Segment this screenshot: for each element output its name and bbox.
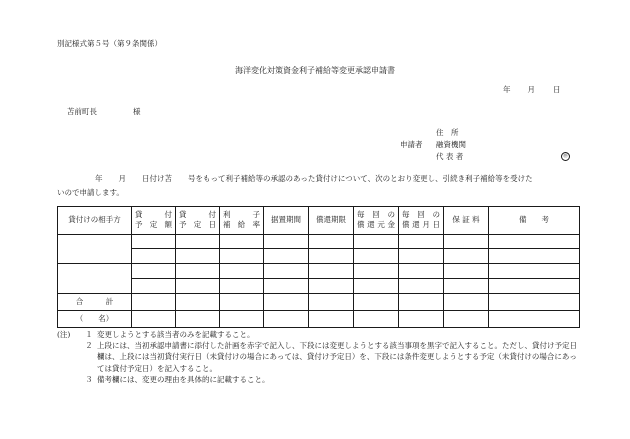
header-loan-date: 貸 付 予 定 日 [176,207,220,235]
table-cell[interactable] [444,279,489,294]
header-repay-date: 毎 回 の 償還月日 [399,207,444,235]
table-cell[interactable] [354,234,399,249]
table-cell[interactable] [309,234,354,249]
table-cell[interactable] [309,264,354,279]
notes-section [57,329,577,385]
table-cell[interactable] [176,234,220,249]
intro-line-1 [95,175,533,183]
applicant-institution-label: 融資機関 [436,140,466,149]
table-cell[interactable] [132,311,176,328]
table-cell[interactable] [489,311,580,328]
table-cell[interactable] [176,264,220,279]
table-cell[interactable] [264,249,309,264]
table-cell[interactable] [309,279,354,294]
count-label: （ 名） [58,311,132,328]
date-month-label: 月 [527,85,535,94]
header-repayment-term: 償還期限 [309,207,354,235]
table-cell[interactable] [489,279,580,294]
table-cell[interactable] [264,234,309,249]
header-principal: 毎 回 の 償還元金 [354,207,399,235]
addressee [67,108,141,116]
addressee-name: 苫前町長 [67,107,97,116]
note-number: ３ [85,374,93,384]
table-cell[interactable] [444,234,489,249]
table-cell[interactable] [489,249,580,264]
table-cell[interactable] [264,279,309,294]
table-header-row [58,207,580,235]
table-cell[interactable] [176,294,220,311]
table-cell[interactable] [176,279,220,294]
table-cell[interactable] [399,294,444,311]
form-code: 別記様式第５号（第９条関係） [57,39,162,48]
date-line [503,86,561,94]
table-row [58,264,580,279]
note-number: ２ [85,341,93,351]
header-borrower: 貸付けの相手方 [58,207,132,235]
note-item [57,329,577,340]
applicant-rep-label: 代 表 者 [436,152,464,161]
note-item [57,374,577,385]
table-cell[interactable] [220,294,264,311]
table-cell[interactable] [309,311,354,328]
table-cell[interactable] [489,234,580,249]
table-cell[interactable] [132,279,176,294]
table-cell[interactable] [132,294,176,311]
notes-label: (注) [57,330,71,339]
table-cell[interactable] [399,234,444,249]
header-deferment: 据置期間 [264,207,309,235]
seal-mark: ㊞ [562,153,568,159]
table-cell[interactable] [399,279,444,294]
table-cell[interactable] [354,311,399,328]
applicant-label: 申請者 [400,140,423,149]
table-cell[interactable] [220,264,264,279]
table-cell[interactable] [309,249,354,264]
table-cell[interactable] [444,311,489,328]
table-cell[interactable] [354,294,399,311]
table-cell[interactable] [264,264,309,279]
table-cell[interactable] [132,249,176,264]
table-cell[interactable] [489,264,580,279]
header-remarks: 備 考 [489,207,580,235]
table-total-row [58,294,580,311]
table-row [58,234,580,249]
intro-line-2: いので申請します。 [57,188,124,197]
date-day-label: 日 [553,85,561,94]
table-cell[interactable] [264,294,309,311]
table-cell[interactable] [132,264,176,279]
table-cell[interactable] [399,264,444,279]
table-total-row [58,311,580,328]
table-cell[interactable] [354,279,399,294]
table-cell[interactable] [176,311,220,328]
date-year-label: 年 [503,85,511,94]
table-cell[interactable] [354,264,399,279]
header-interest-rate: 利 子 補 給 率 [220,207,264,235]
note-text: 変更しようとする該当者のみを記載すること。 [97,330,255,339]
table-cell[interactable] [444,264,489,279]
table-cell[interactable] [220,234,264,249]
intro-month: 月 [118,174,126,183]
table-cell[interactable] [132,234,176,249]
intro-year: 年 [95,174,103,183]
table-cell[interactable] [220,311,264,328]
note-text: 上段には、当初承認申請書に添付した計画を赤字で記入し、下段には変更しようとする該当事項を黒字で記入すること。ただし、貸付け予定日欄は、上段には当初貸付実行日（未貸付けの場合にあっては、貸付け予定日）を、下段には条件変更しようとする予定（未貸付けの場合にあっては貸付予定日）を記入すること。 [97,341,577,373]
note-number: １ [85,330,93,339]
application-table [57,206,580,328]
table-cell[interactable] [220,249,264,264]
borrower-cell[interactable] [58,264,132,294]
intro-day-prefix: 日付け苫 [142,174,172,183]
table-row [58,249,580,264]
document-title: 海洋変化対策資金利子補給等変更承認申請書 [235,66,395,75]
applicant-address-label: 住 所 [436,128,459,137]
table-cell[interactable] [444,294,489,311]
table-cell[interactable] [309,294,354,311]
addressee-honorific: 様 [133,107,141,116]
table-cell[interactable] [176,249,220,264]
total-label: 合 計 [58,294,132,311]
table-cell[interactable] [264,311,309,328]
table-cell[interactable] [220,279,264,294]
table-cell[interactable] [354,249,399,264]
table-row [58,279,580,294]
table-cell[interactable] [444,249,489,264]
table-cell[interactable] [399,249,444,264]
note-item [57,340,577,374]
table-cell[interactable] [489,294,580,311]
intro-body: 号をもって利子補給等の承認のあった貸付けについて、次のとおり変更し、引続き利子補給等を受けた [188,174,533,183]
borrower-cell[interactable] [58,234,132,264]
header-guarantee-fee: 保 証 料 [444,207,489,235]
table-cell[interactable] [399,311,444,328]
note-text: 備考欄には、変更の理由を具体的に記載すること。 [97,374,270,384]
header-loan-amount: 貸 付 予 定 額 [132,207,176,235]
